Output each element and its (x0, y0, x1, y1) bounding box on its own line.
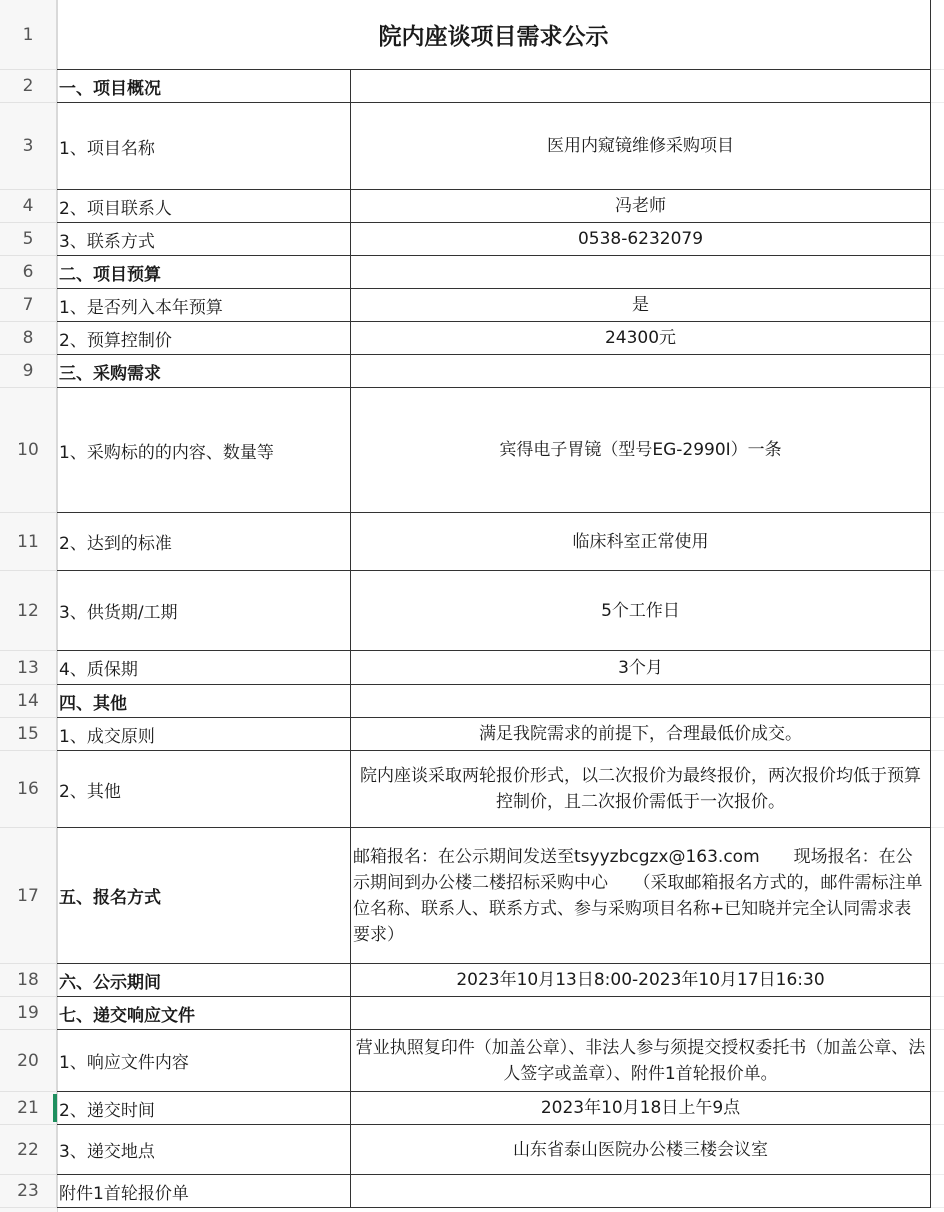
table-row-1 (0, 0, 944, 70)
label-cell[interactable]: 3、供货期/工期 (57, 571, 351, 651)
row-number[interactable]: 12 (0, 571, 57, 651)
row-number[interactable]: 10 (0, 388, 57, 513)
table-row (0, 1175, 944, 1208)
row-number[interactable]: 19 (0, 997, 57, 1030)
value-cell[interactable] (351, 1175, 931, 1208)
value-cell[interactable] (351, 70, 931, 103)
label-cell[interactable]: 2、达到的标准 (57, 513, 351, 571)
label-cell[interactable]: 2、项目联系人 (57, 190, 351, 223)
table-row (0, 571, 944, 651)
table-row (0, 70, 944, 103)
row-number[interactable]: 21 (0, 1092, 57, 1125)
label-cell[interactable]: 1、项目名称 (57, 103, 351, 190)
row-number[interactable]: 4 (0, 190, 57, 223)
value-cell[interactable] (351, 355, 931, 388)
label-cell[interactable]: 附件1首轮报价单 (57, 1175, 351, 1208)
section-heading-cell[interactable]: 三、采购需求 (57, 355, 351, 388)
table-row (0, 685, 944, 718)
value-cell[interactable] (351, 997, 931, 1030)
table-row (0, 322, 944, 355)
table-row (0, 190, 944, 223)
row-number[interactable]: 3 (0, 103, 57, 190)
table-row (0, 388, 944, 513)
row-number[interactable]: 14 (0, 685, 57, 718)
row-number[interactable]: 17 (0, 828, 57, 964)
row-number[interactable]: 15 (0, 718, 57, 751)
value-cell[interactable]: 24300元 (351, 322, 931, 355)
label-cell[interactable]: 1、是否列入本年预算 (57, 289, 351, 322)
label-cell[interactable]: 2、递交时间 (57, 1092, 351, 1125)
row-number[interactable]: 18 (0, 964, 57, 997)
section-heading-cell[interactable]: 二、项目预算 (57, 256, 351, 289)
section-heading-cell[interactable]: 六、公示期间 (57, 964, 351, 997)
value-cell[interactable]: 医用内窥镜维修采购项目 (351, 103, 931, 190)
value-cell[interactable]: 0538-6232079 (351, 223, 931, 256)
table-row (0, 718, 944, 751)
value-cell[interactable]: 营业执照复印件（加盖公章）、非法人参与须提交授权委托书（加盖公章、法人签字或盖章）、附件1首轮报价单。 (351, 1030, 931, 1092)
row-number[interactable]: 2 (0, 70, 57, 103)
row-number[interactable]: 6 (0, 256, 57, 289)
label-cell[interactable]: 3、递交地点 (57, 1125, 351, 1175)
row-number[interactable]: 5 (0, 223, 57, 256)
table-row (0, 997, 944, 1030)
row-number[interactable]: 8 (0, 322, 57, 355)
label-cell[interactable]: 2、预算控制价 (57, 322, 351, 355)
label-cell[interactable]: 3、联系方式 (57, 223, 351, 256)
table-row (0, 289, 944, 322)
value-cell[interactable]: 是 (351, 289, 931, 322)
value-cell[interactable]: 3个月 (351, 651, 931, 685)
row-number[interactable]: 13 (0, 651, 57, 685)
row-number[interactable]: 1 (0, 0, 57, 70)
value-cell[interactable]: 临床科室正常使用 (351, 513, 931, 571)
label-cell[interactable]: 2、其他 (57, 751, 351, 828)
table-row (0, 513, 944, 571)
value-cell[interactable]: 满足我院需求的前提下，合理最低价成交。 (351, 718, 931, 751)
label-cell[interactable]: 1、采购标的的内容、数量等 (57, 388, 351, 513)
row-number[interactable]: 22 (0, 1125, 57, 1175)
row-number[interactable]: 16 (0, 751, 57, 828)
row-number[interactable]: 11 (0, 513, 57, 571)
table-row (0, 751, 944, 828)
value-cell[interactable] (351, 685, 931, 718)
label-cell[interactable]: 1、响应文件内容 (57, 1030, 351, 1092)
table-row (0, 964, 944, 997)
section-heading-cell[interactable]: 四、其他 (57, 685, 351, 718)
value-cell[interactable]: 宾得电子胃镜（型号EG-2990I）一条 (351, 388, 931, 513)
value-cell[interactable]: 2023年10月18日上午9点 (351, 1092, 931, 1125)
table-row (0, 103, 944, 190)
section-heading-cell[interactable]: 一、项目概况 (57, 70, 351, 103)
page-title[interactable]: 院内座谈项目需求公示 (57, 0, 931, 70)
section-heading-cell[interactable]: 七、递交响应文件 (57, 997, 351, 1030)
label-cell[interactable]: 4、质保期 (57, 651, 351, 685)
row-number[interactable]: 9 (0, 355, 57, 388)
value-cell[interactable]: 邮箱报名：在公示期间发送至tsyyzbcgzx@163.com 现场报名：在公示期间到办公楼二楼招标采购中心 （采取邮箱报名方式的，邮件需标注单位名称、联系人、联系方式、参与采购项目名称+已知晓并完全认同需求表要求） (351, 828, 931, 964)
value-cell[interactable]: 冯老师 (351, 190, 931, 223)
table-row (0, 355, 944, 388)
value-cell[interactable]: 2023年10月13日8:00-2023年10月17日16:30 (351, 964, 931, 997)
value-cell[interactable]: 5个工作日 (351, 571, 931, 651)
table-row (0, 651, 944, 685)
row-number[interactable]: 7 (0, 289, 57, 322)
table-row (0, 1092, 944, 1125)
table-row (0, 223, 944, 256)
table-row (0, 828, 944, 964)
value-cell[interactable]: 山东省泰山医院办公楼三楼会议室 (351, 1125, 931, 1175)
row-number[interactable]: 20 (0, 1030, 57, 1092)
value-cell[interactable] (351, 256, 931, 289)
section-heading-cell[interactable]: 五、报名方式 (57, 828, 351, 964)
table-row (0, 1030, 944, 1092)
row-number[interactable]: 23 (0, 1175, 57, 1208)
table-row (0, 1125, 944, 1175)
label-cell[interactable]: 1、成交原则 (57, 718, 351, 751)
value-cell[interactable]: 院内座谈采取两轮报价形式，以二次报价为最终报价，两次报价均低于预算控制价，且二次报价需低于一次报价。 (351, 751, 931, 828)
table-row (0, 256, 944, 289)
